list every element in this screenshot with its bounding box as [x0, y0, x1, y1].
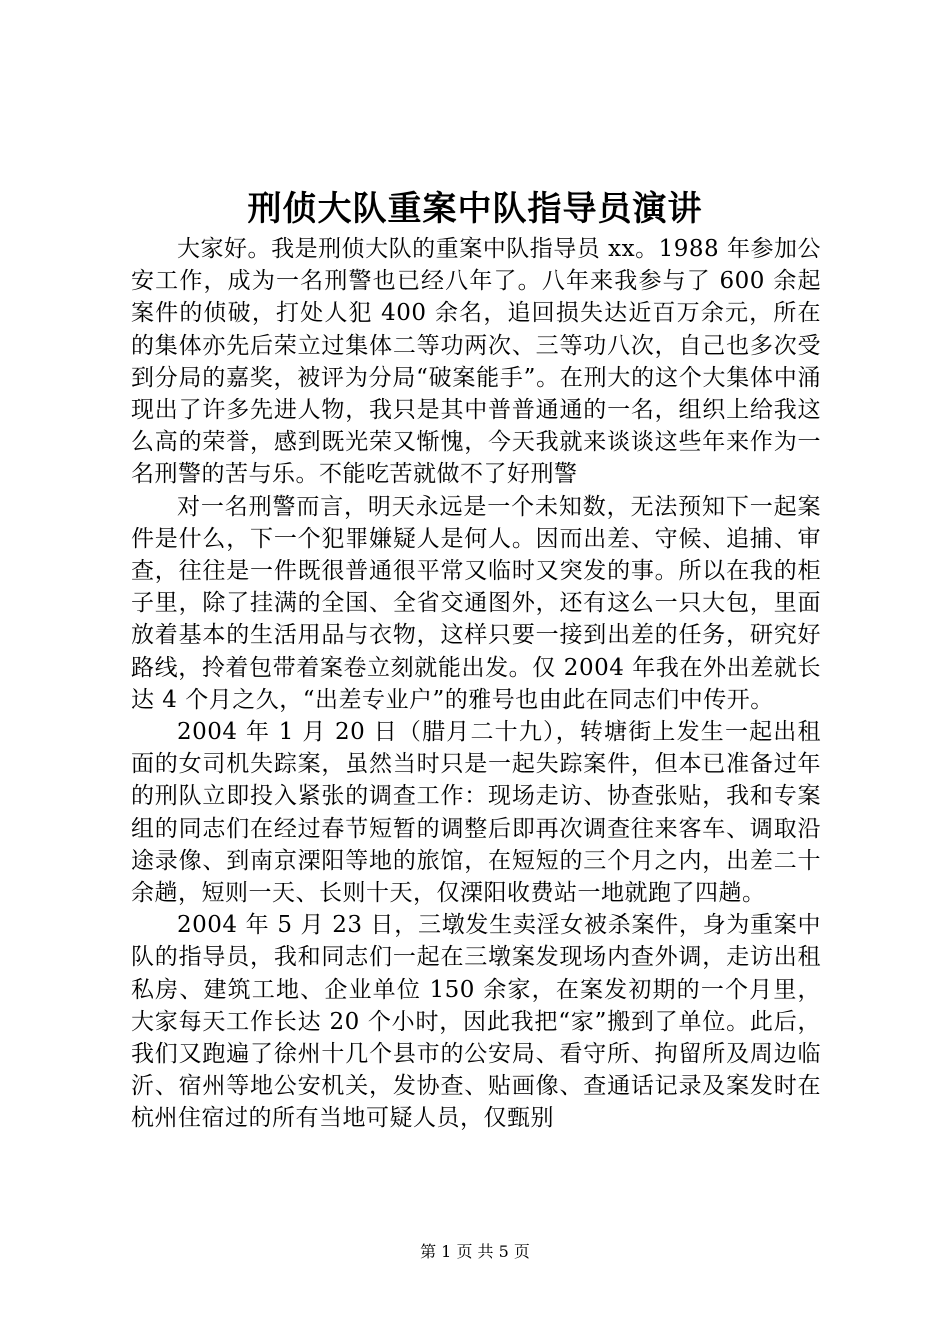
paragraph-2: 对一名刑警而言，明天永远是一个未知数，无法预知下一起案件是什么，下一个犯罪嫌疑人是何人。因而出差、守候、追捕、审查，往往是一件既很普通很平常又临时又突发的事。所以在我的柜子里，除了挂满的全国、全省交通图外，还有这么一只大包，里面放着基本的生活用品与衣物，这样只要一接到出差的任务，研究好路线，拎着包带着案卷立刻就能出发。仅 2004 年我在外出差就长达 4 个月之久，“出差专业户”的雅号也由此在同志们中传开。: [131, 493, 821, 713]
paragraph-4: 2004 年 5 月 23 日，三墩发生卖淫女被杀案件，身为重案中队的指导员，我和同志们一起在三墩案发现场内查外调，走访出租私房、建筑工地、企业单位 150 余家，在案发初期的一个月里，大家每天工作长达 20 个小时，因此我把“家”搬到了单位。此后，我们又跑遍了徐州十几个县市的公安局、看守所、拘留所及周边临沂、宿州等地公安机关，发协查、贴画像、查通话记录及案发时在杭州住宿过的所有当地可疑人员，仅甄别: [131, 912, 821, 1132]
paragraph-1: 大家好。我是刑侦大队的重案中队指导员 xx。1988 年参加公安工作，成为一名刑警也已经八年了。八年来我参与了 600 余起案件的侦破，打处人犯 400 余名，追回损失达近百万余元，所在的集体亦先后荣立过集体二等功两次、三等功八次，自己也多次受到分局的嘉奖，被评为分局“破案能手”。在刑大的这个大集体中涌现出了许多先进人物，我只是其中普普通通的一名，组织上给我这么高的荣誉，感到既光荣又惭愧，今天我就来谈谈这些年来作为一名刑警的苦与乐。不能吃苦就做不了好刑警: [131, 236, 821, 488]
document-title: 刑侦大队重案中队指导员演讲: [247, 189, 703, 229]
document-body: [131, 233, 821, 1135]
page-number-footer: 第 1 页 共 5 页: [420, 1242, 530, 1261]
paragraph-3: 2004 年 1 月 20 日（腊月二十九），转塘街上发生一起出租面的女司机失踪案，虽然当时只是一起失踪案件，但本已准备过年的刑队立即投入紧张的调查工作：现场走访、协查张贴，我和专案组的同志们在经过春节短暂的调整后即再次调查往来客车、调取沿途录像、到南京溧阳等地的旅馆，在短短的三个月之内，出差二十余趟，短则一天、长则十天，仅溧阳收费站一地就跑了四趟。: [131, 719, 821, 907]
